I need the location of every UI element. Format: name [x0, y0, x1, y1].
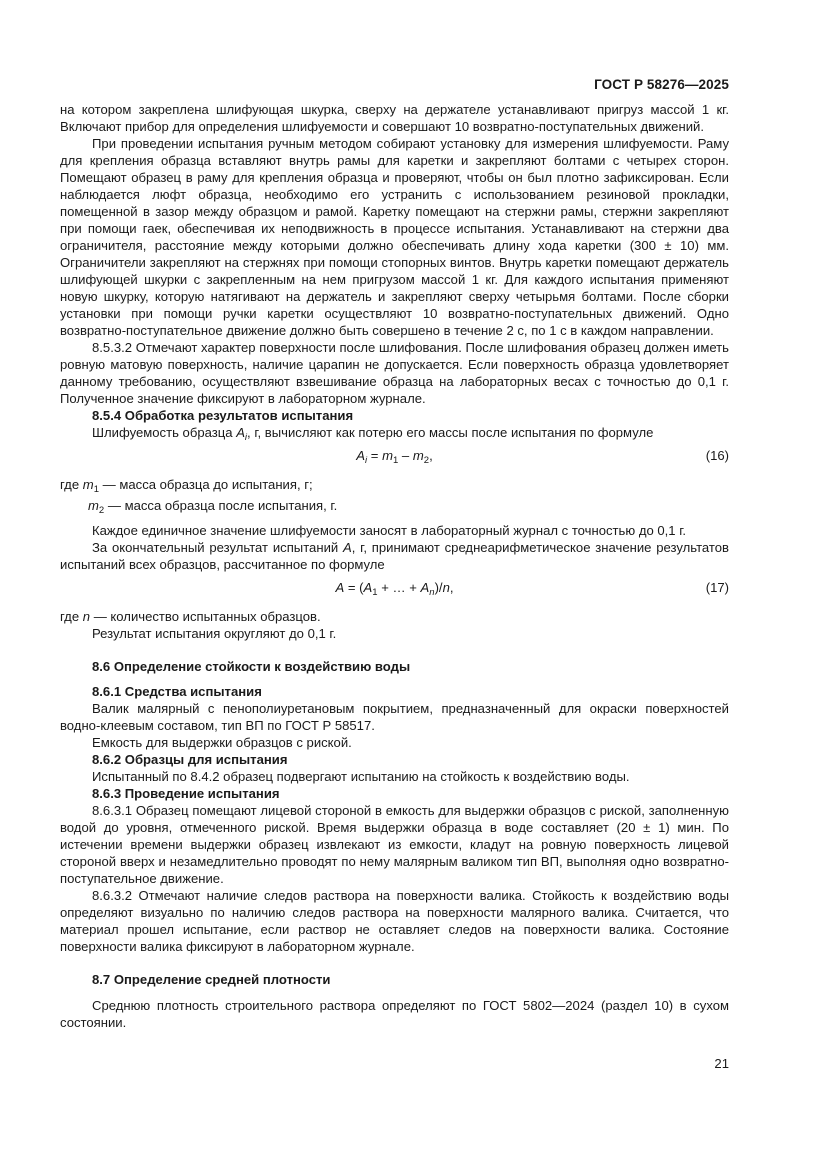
document-page — [60, 0, 729, 1169]
paragraph: 8.5.3.2 Отмечают характер поверхности после шлифования. После шлифования образец должен иметь ровную матовую поверхность, наличие царапин не допускается. Если поверхность образца удовлетворяет данному требованию, осуществляют взвешивание образца на лабораторных весах с точностью до 0,1 г. Полученное значение фиксируют в лабораторном журнале. — [60, 340, 729, 406]
formula-17: $A = (A_1$ + … + $A_n)/n$, (17) — [335, 580, 729, 598]
formula-legend: $m_2$ — масса образца после испытания, г. — [88, 498, 338, 516]
paragraph: Результат испытания округляют до 0,1 г. — [92, 626, 337, 641]
paragraph: Емкость для выдержки образцов с риской. — [92, 735, 352, 750]
paragraph: Испытанный по 8.4.2 образец подвергают испытанию на стойкость к воздействию воды. — [92, 769, 630, 784]
section-heading: 8.5.4 Обработка результатов испытания — [92, 408, 354, 423]
section-heading: 8.6 Определение стойкости к воздействию воды — [92, 659, 411, 674]
paragraph: 8.6.3.2 Отмечают наличие следов раствора на поверхности валика. Стойкость к воздействию воды определяют визуально по наличию следов раствора на поверхности малярного валика. Считается, что материал прошел испытание, если раствор не оставляет следов на поверхности валика. Состояние поверхности валика фиксируют в лабораторном журнале. — [60, 888, 729, 954]
paragraph: Каждое единичное значение шлифуемости заносят в лабораторный журнал с точностью до 0,1 г. — [92, 523, 687, 538]
paragraph: Шлифуемость образца $A_i$, г, вычисляют как потерю его массы после испытания по формуле — [92, 425, 654, 443]
section-heading: 8.6.3 Проведение испытания — [92, 786, 280, 801]
paragraph: на котором закреплена шлифующая шкурка, сверху на держателе устанавливают пригруз массой 1 кг. Включают прибор для определения шлифуемости и совершают 10 возвратно-поступательных движений. — [60, 102, 729, 134]
formula-number: (17) — [705, 580, 729, 595]
section-heading: 8.6.2 Образцы для испытания — [92, 752, 288, 767]
formula-16: $A_i = m_1 - m_2$, (16) — [356, 448, 729, 466]
paragraph: За окончательный результат испытаний A, г, принимают среднеарифметическое значение результатов испытаний всех образцов, рассчитанное по формуле — [60, 540, 729, 572]
paragraph: 8.6.3.1 Образец помещают лицевой стороной в емкость для выдержки образцов с риской, заполненную водой до уровня, отмеченного риской. Время выдержки образца в воде составляет (20 ± 1) мин. По истечении времени выдержки образец извлекают из емкости, кладут на ровную поверхность лицевой стороной вверх и незамедлительно проводят по нему малярным валиком тип ВП, выполняя одно возвратно-поступательное движение. — [60, 803, 729, 886]
paragraph: Валик малярный с пенополиуретановым покрытием, предназначенный для окраски поверхностей водно-клеевым составом, тип ВП по ГОСТ Р 58517. — [60, 701, 729, 733]
section-heading: 8.7 Определение средней плотности — [92, 972, 331, 987]
formula-legend: где $m_1$ — масса образца до испытания, г; — [60, 477, 313, 495]
formula-number: (16) — [705, 448, 729, 463]
standard-header: ГОСТ Р 58276—2025 — [594, 77, 729, 92]
formula-legend: где n — количество испытанных образцов. — [60, 609, 321, 624]
paragraph: При проведении испытания ручным методом собирают установку для измерения шлифуемости. Раму для крепления образца вставляют внутрь рамы для каретки и закрепляют болтами с четырех сторон. Помещают образец в раму для крепления образца и проверяют, чтобы он был плотно зафиксирован. Если наблюдается люфт образца, необходимо его устранить с использованием резиновой прокладки, помещенной в зазор между образцом и рамой. Каретку помещают на стержни рамы, стержни закрепляют при помощи гаек, обеспечивая их неподвижность в процессе испытания. Устанавливают на стержни два ограничителя, расстояние между которыми должно обеспечивать длину хода каретки (300 ± 10) мм. Ограничители закрепляют на стержнях при помощи стопорных винтов. Внутрь каретки помещают держатель шлифующей шкурки с закрепленным на нем пригрузом массой 1 кг. Для каждого испытания применяют новую шкурку, которую натягивают на держатель и закрепляют сверху четырьмя болтами. После сборки установки при помощи ручки каретки осуществляют 10 возвратно-поступательных движений. Одно возвратно-поступательное движение должно быть совершено в течение 2 с, по 1 с в каждом направлении. — [60, 136, 729, 338]
paragraph: Среднюю плотность строительного раствора определяют по ГОСТ 5802—2024 (раздел 10) в сухом состоянии. — [60, 998, 729, 1030]
page-content — [60, 101, 729, 1031]
section-heading: 8.6.1 Средства испытания — [92, 684, 262, 699]
page-number: 21 — [714, 1056, 729, 1071]
